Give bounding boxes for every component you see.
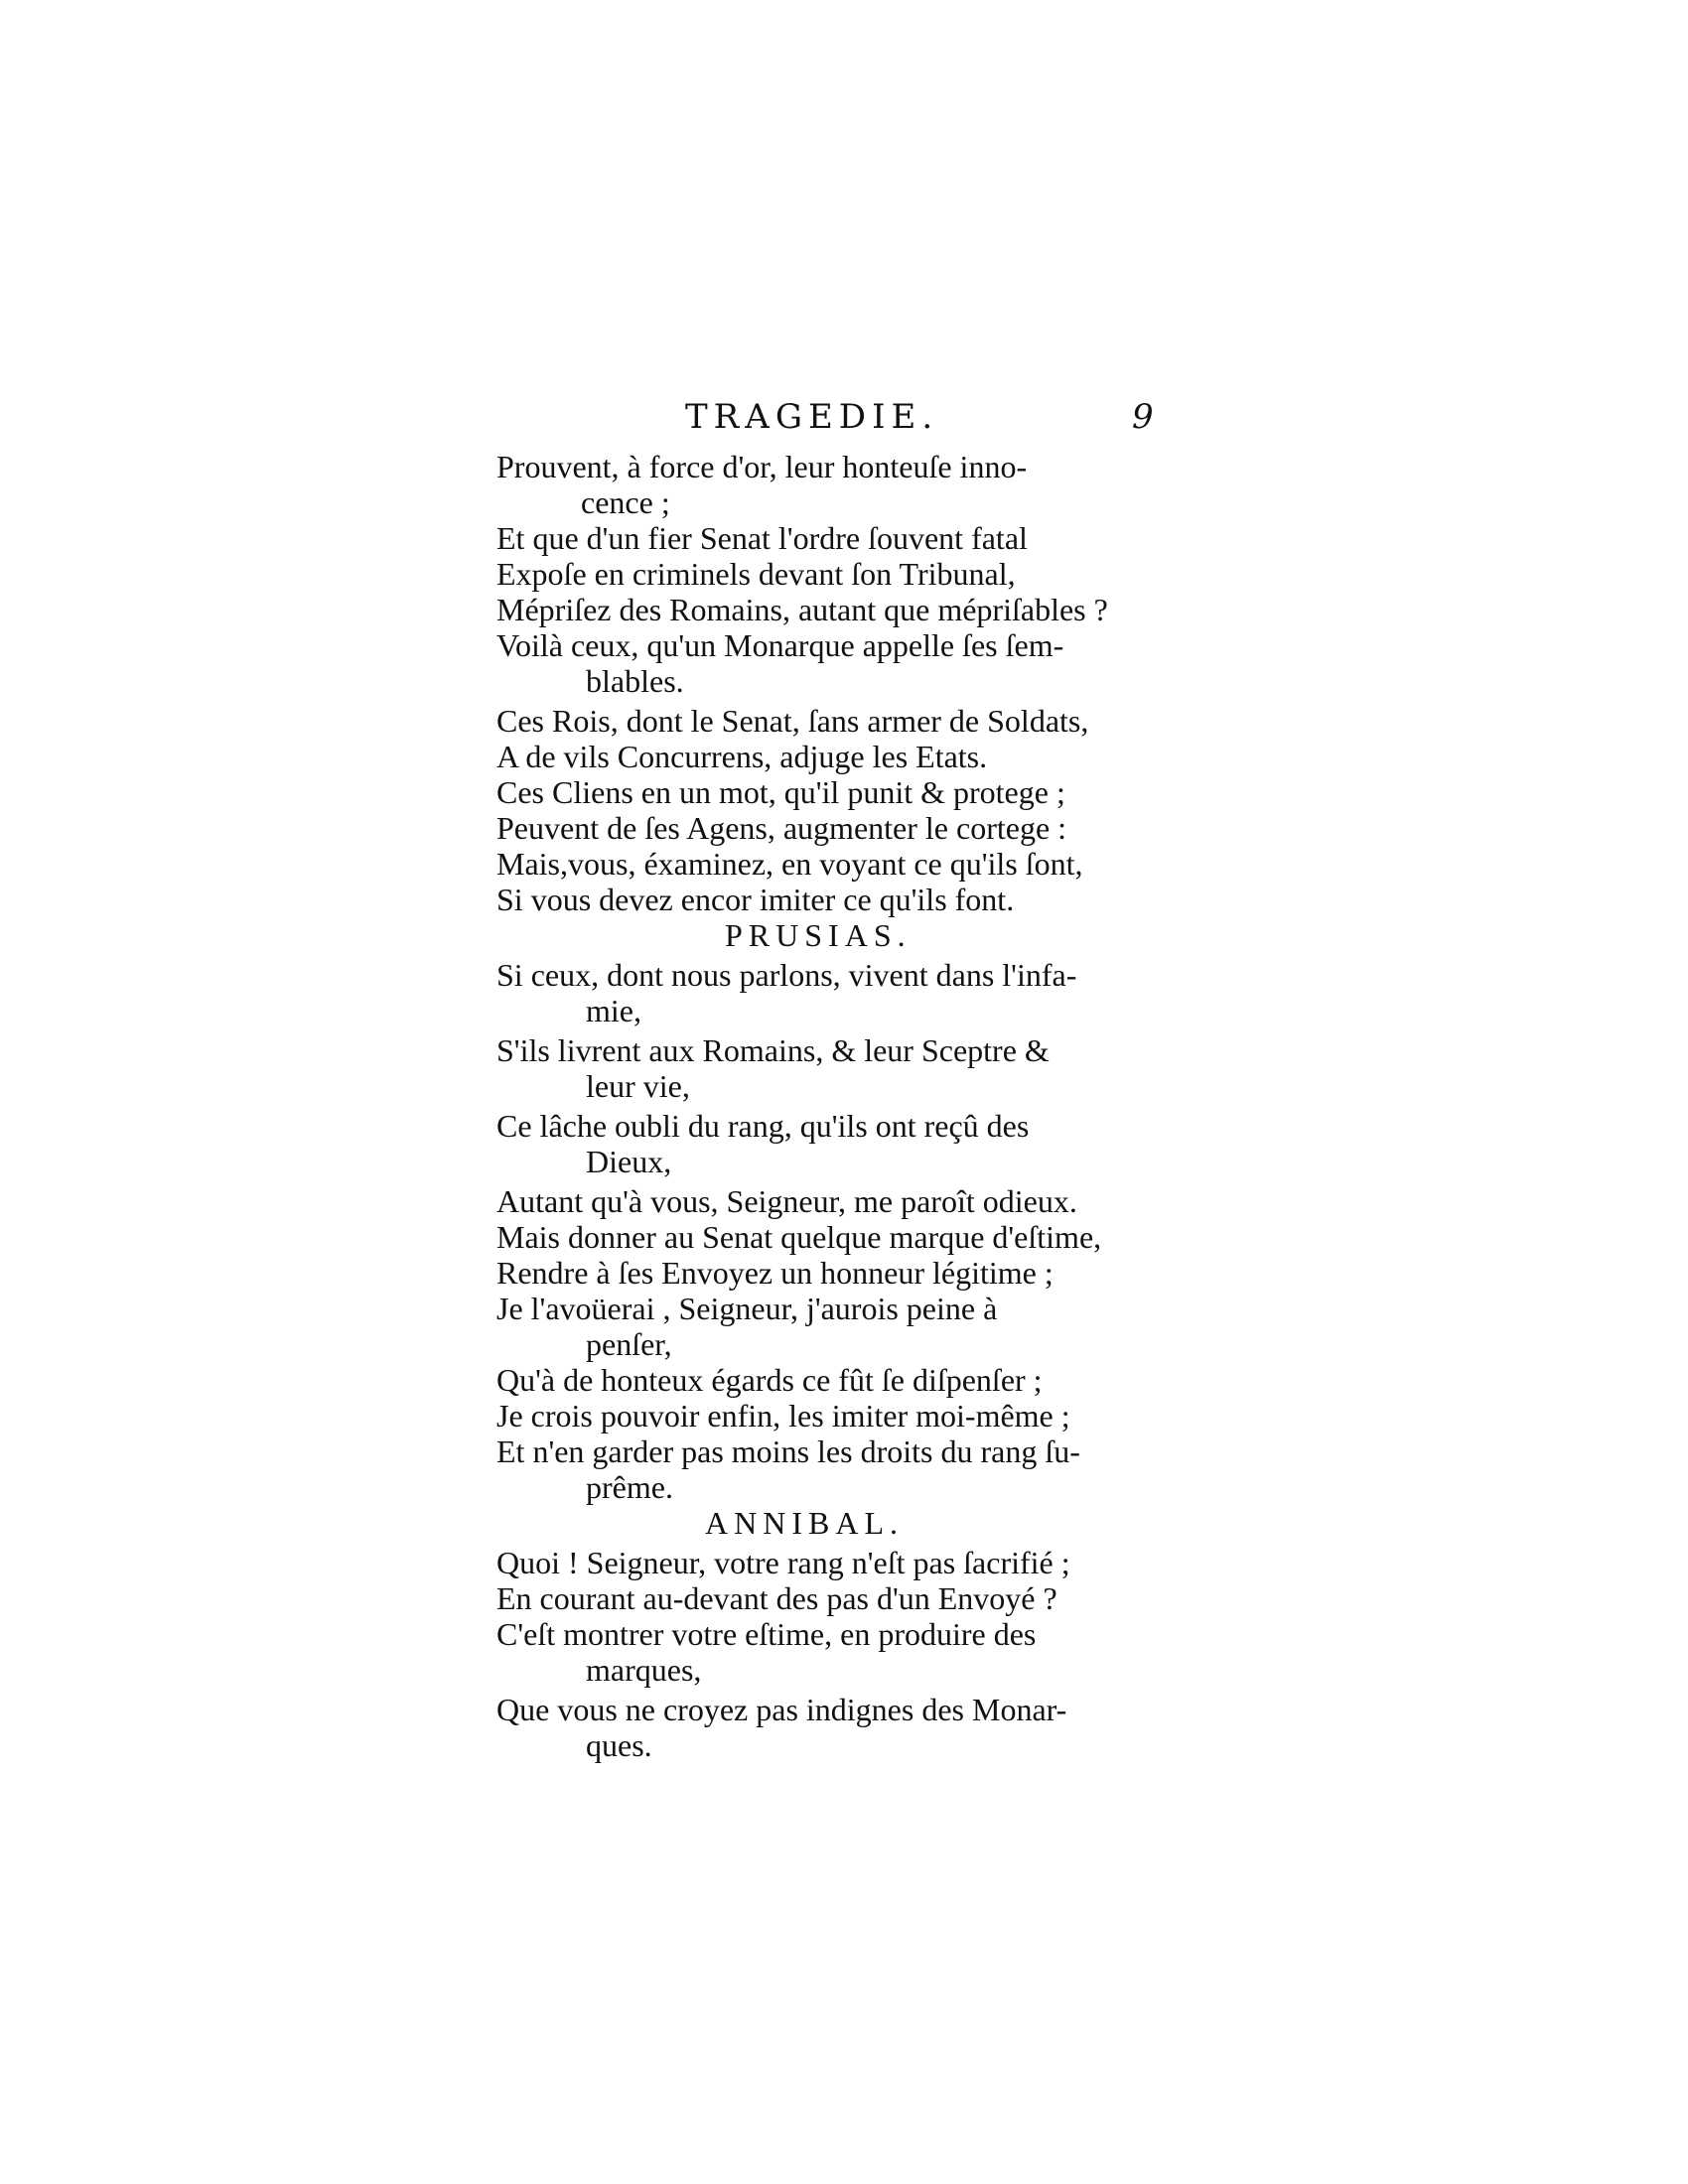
verse-line-continuation: leur vie, bbox=[586, 1068, 690, 1104]
verse-line-continuation: blables. bbox=[586, 663, 684, 699]
verse-line: Mais donner au Senat quelque marque d'eſtime, bbox=[496, 1219, 1102, 1255]
verse-line: Mais,vous, éxaminez, en voyant ce qu'ils ſont, bbox=[496, 846, 1083, 882]
page-header bbox=[496, 397, 1172, 449]
verse-line: Prouvent, à force d'or, leur honteuſe inno- bbox=[496, 449, 1028, 484]
verse-line: C'eſt montrer votre eſtime, en produire des bbox=[496, 1616, 1037, 1652]
page-number: 9 bbox=[1132, 397, 1154, 437]
verse-line: Et n'en garder pas moins les droits du rang ſu- bbox=[496, 1433, 1080, 1469]
text-block bbox=[496, 397, 1172, 1763]
verse-line-continuation: penſer, bbox=[586, 1326, 672, 1362]
verse-line: Expoſe en criminels devant ſon Tribunal, bbox=[496, 556, 1016, 592]
verse-line: Je crois pouvoir enfin, les imiter moi-même ; bbox=[496, 1398, 1070, 1433]
verse-line: Peuvent de ſes Agens, augmenter le cortege : bbox=[496, 810, 1067, 846]
verse-line-continuation: cence ; bbox=[581, 484, 670, 520]
verse-line: Rendre à ſes Envoyez un honneur légitime ; bbox=[496, 1255, 1054, 1291]
speaker-name: ANNIBAL. bbox=[705, 1505, 904, 1541]
verse-line: Si vous devez encor imiter ce qu'ils font. bbox=[496, 882, 1015, 917]
verse-line: Et que d'un fier Senat l'ordre ſouvent fatal bbox=[496, 520, 1028, 556]
verse-line-continuation: prême. bbox=[586, 1469, 673, 1505]
verse-line: Je l'avoüerai , Seigneur, j'aurois peine à bbox=[496, 1291, 998, 1326]
verse-line: Si ceux, dont nous parlons, vivent dans l'infa- bbox=[496, 957, 1077, 993]
verse-line-continuation: Dieux, bbox=[586, 1144, 672, 1179]
verse-line: Voilà ceux, qu'un Monarque appelle ſes ſem- bbox=[496, 627, 1064, 663]
verse-line: Mépriſez des Romains, autant que mépriſables ? bbox=[496, 592, 1108, 627]
running-title: TRAGEDIE. bbox=[685, 397, 939, 437]
verse-line: Ce lâche oubli du rang, qu'ils ont reçû des bbox=[496, 1108, 1030, 1144]
verse-line: Quoi ! Seigneur, votre rang n'eſt pas ſacrifié ; bbox=[496, 1545, 1070, 1580]
verse-line-continuation: ques. bbox=[586, 1727, 652, 1763]
verse-line-continuation: marques, bbox=[586, 1652, 702, 1688]
verse-line: Ces Cliens en un mot, qu'il punit & protege ; bbox=[496, 774, 1065, 810]
verse-line: Que vous ne croyez pas indignes des Monar- bbox=[496, 1692, 1067, 1727]
verse-line-continuation: mie, bbox=[586, 993, 641, 1028]
verse-line: En courant au-devant des pas d'un Envoyé ? bbox=[496, 1580, 1057, 1616]
speaker-name: PRUSIAS. bbox=[725, 917, 912, 953]
verse-line: Ces Rois, dont le Senat, ſans armer de Soldats, bbox=[496, 703, 1089, 739]
verse-line: A de vils Concurrens, adjuge les Etats. bbox=[496, 739, 988, 774]
verse-line: S'ils livrent aux Romains, & leur Sceptre & bbox=[496, 1032, 1050, 1068]
verse-line: Qu'à de honteux égards ce fût ſe diſpenſer ; bbox=[496, 1362, 1043, 1398]
verse-line: Autant qu'à vous, Seigneur, me paroît odieux. bbox=[496, 1183, 1077, 1219]
